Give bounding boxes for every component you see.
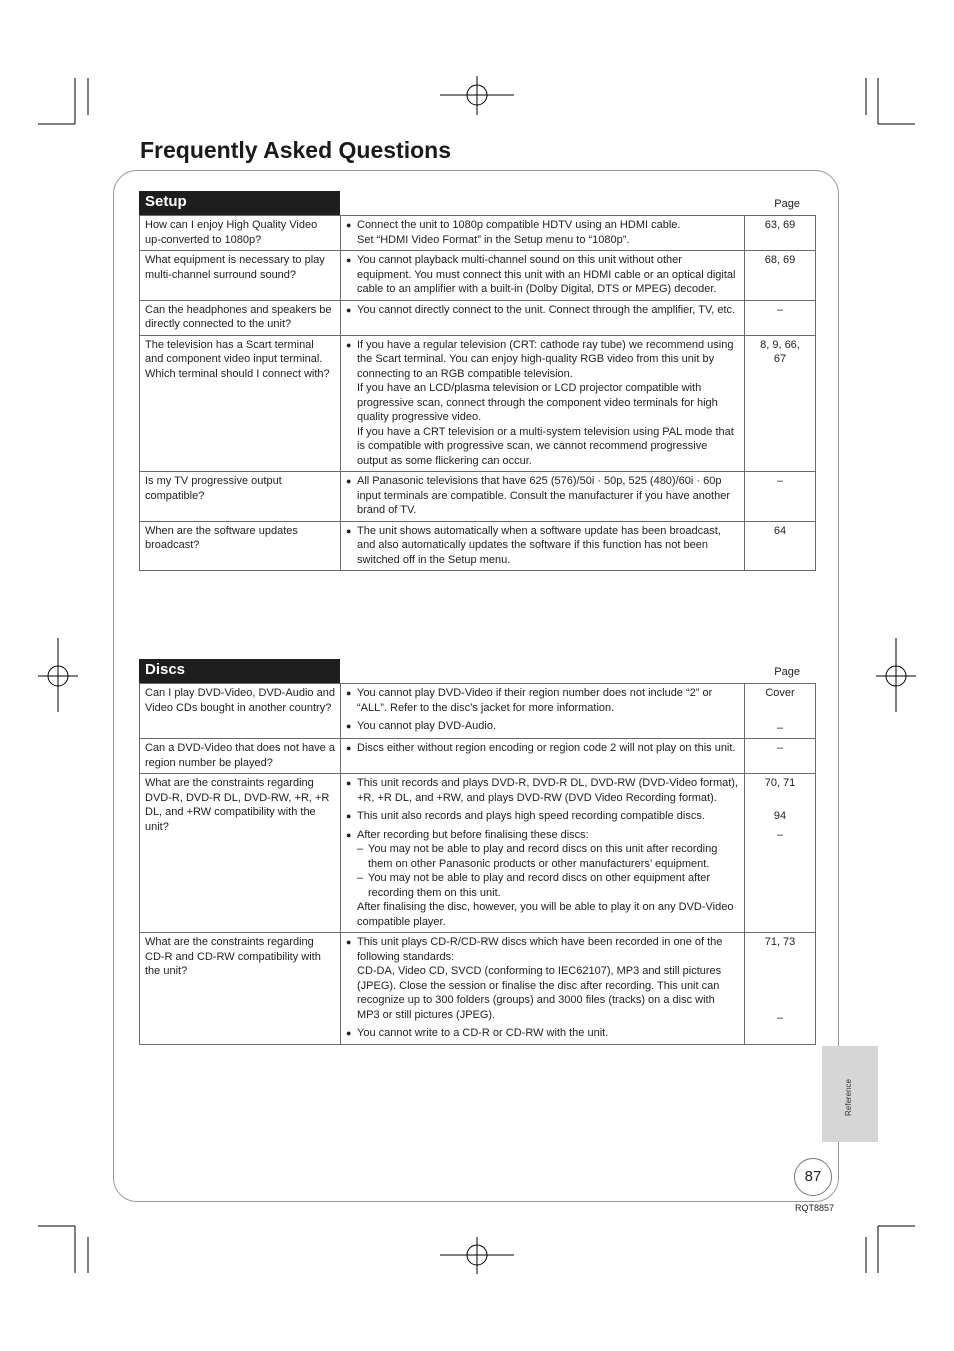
page-ref: 94 (773, 809, 787, 822)
page-ref: – (776, 1012, 784, 1024)
page-ref: 68, 69 (764, 254, 796, 266)
page-ref (750, 701, 810, 721)
answer-item (346, 741, 739, 756)
question-cell: What equipment is necessary to play multi-channel surround sound? (140, 251, 341, 301)
setup-faq-table (139, 215, 816, 571)
page-ref (750, 997, 810, 1012)
bullet-icon: ● (346, 339, 352, 350)
page-ref: 63, 69 (764, 219, 796, 231)
answer-text: This unit also records and plays high speed recording compatible discs. (357, 810, 705, 822)
answer-text: This unit records and plays DVD-R, DVD-R DL, DVD-RW (DVD-Video format), +R, +R DL, and +RW, and plays DVD-RW (DVD Video Recording format). (357, 777, 739, 804)
page-ref (750, 982, 810, 997)
faq-row (140, 933, 816, 1045)
question-cell: Can the headphones and speakers be directly connected to the unit? (140, 300, 341, 335)
faq-row (140, 335, 816, 472)
answer-item (346, 809, 739, 824)
answer-text: After finalising the disc, however, you will be able to play it on any DVD-Video compatible player. (357, 901, 734, 928)
answer-cell (341, 300, 745, 335)
answer-text: You cannot play DVD-Audio. (357, 720, 497, 732)
answer-cell (341, 684, 745, 739)
page-ref: – (776, 742, 784, 754)
discs-section (139, 659, 816, 1045)
question-cell: The television has a Scart terminal and component video input terminal. Which terminal should I connect with? (140, 335, 341, 472)
answer-text: You may not be able to play and record discs on other equipment after recording them on this unit. (368, 872, 711, 899)
page-ref-cell (745, 933, 816, 1045)
bullet-icon: ● (346, 811, 352, 821)
answer-item (346, 253, 739, 297)
answer-text: If you have an LCD/plasma television or LCD projector compatible with progressive scan, connect through the component video terminals for high quality progressive video. (357, 382, 718, 423)
answer-text: If you have a regular television (CRT: cathode ray tube) we recommend using the Scart terminal. You can enjoy high-quality RGB video from this unit by connecting to an RGB compatible television. (357, 338, 734, 380)
answer-text: You cannot playback multi-channel sound on this unit without other equipment. You must connect this unit with an HDMI cable or an optical digital cable to an amplifier with a built-in (Dolby Digital, DTS or MPEG) decoder. (357, 254, 736, 295)
page-ref: 70, 71 (764, 777, 796, 789)
bullet-icon: ● (346, 743, 352, 753)
bullet-icon: ● (346, 937, 352, 947)
bullet-icon: ● (346, 220, 352, 230)
answer-item (346, 719, 739, 734)
bullet-icon: ● (346, 829, 352, 840)
answer-cell (341, 216, 745, 251)
dash-icon: – (357, 872, 364, 884)
answer-text: You cannot directly connect to the unit. Connect through the amplifier, TV, etc. (357, 303, 736, 316)
page-ref: 64 (773, 524, 787, 537)
question-cell: When are the software updates broadcast? (140, 521, 341, 571)
answer-item (346, 686, 739, 715)
page-ref: 8, 9, 66, (760, 338, 800, 351)
page-title: Frequently Asked Questions (140, 137, 451, 163)
dash-icon: – (357, 843, 364, 855)
question-cell: How can I enjoy High Quality Video up-converted to 1080p? (140, 216, 341, 251)
faq-row (140, 521, 816, 571)
answer-cell (341, 933, 745, 1045)
question-cell: What are the constraints regarding DVD-R, DVD-R DL, DVD-RW, +R, +R DL, and +RW compatibility with the unit? (140, 774, 341, 933)
bullet-icon: ● (346, 525, 352, 536)
answer-cell (341, 774, 745, 933)
answer-text: This unit plays CD-R/CD-RW discs which have been recorded in one of the following standards: (357, 936, 723, 963)
faq-row (140, 300, 816, 335)
discs-faq-table (139, 683, 816, 1045)
setup-heading: Setup (139, 191, 340, 215)
answer-item (346, 935, 739, 1022)
page-ref (750, 791, 810, 809)
faq-row (140, 472, 816, 522)
answer-cell (341, 251, 745, 301)
answer-text: You cannot write to a CD-R or CD-RW with the unit. (357, 1027, 609, 1039)
setup-section (139, 191, 816, 571)
answer-cell (341, 521, 745, 571)
question-cell: What are the constraints regarding CD-R and CD-RW compatibility with the unit? (140, 933, 341, 1045)
answer-item (346, 1026, 739, 1041)
bullet-icon: ● (346, 476, 352, 486)
discs-heading: Discs (139, 659, 340, 683)
bullet-icon: ● (346, 778, 352, 788)
bullet-icon: ● (346, 304, 352, 315)
page-ref-cell (745, 335, 816, 472)
answer-text: After recording but before finalising these discs: (357, 828, 589, 841)
page-ref: – (776, 303, 784, 316)
page-column-label: Page (774, 198, 800, 210)
bullet-icon: ● (346, 255, 352, 265)
question-cell: Can a DVD-Video that does not have a region number be played? (140, 739, 341, 774)
answer-item (346, 474, 739, 518)
page-column-label: Page (774, 666, 800, 678)
bullet-icon: ● (346, 1028, 352, 1038)
question-cell: Is my TV progressive output compatible? (140, 472, 341, 522)
answer-text: Set “HDMI Video Format” in the Setup menu to “1080p”. (357, 233, 630, 246)
reference-tab-label: Reference (844, 1079, 853, 1116)
answer-text: The unit shows automatically when a software update has been broadcast, and also automatically updates the software if this function has not been switched off in the Setup menu. (357, 524, 721, 566)
page-ref-cell (745, 774, 816, 933)
page-ref-cell (745, 251, 816, 301)
page-ref (750, 968, 810, 983)
page-ref: – (776, 721, 784, 734)
answer-cell (341, 335, 745, 472)
bullet-icon: ● (346, 721, 352, 731)
answer-cell (341, 739, 745, 774)
answer-item (346, 776, 739, 805)
page-ref: – (776, 475, 784, 487)
page-ref-cell (745, 216, 816, 251)
page-ref-cell (745, 739, 816, 774)
answer-text: You cannot play DVD-Video if their region number does not include “2” or “ALL”. Refer to the disc’s jacket for more information. (357, 687, 713, 714)
question-cell: Can I play DVD-Video, DVD-Audio and Video CDs bought in another country? (140, 684, 341, 739)
answer-item (346, 828, 739, 930)
answer-text: Connect the unit to 1080p compatible HDTV using an HDMI cable. (357, 219, 681, 231)
reference-side-tab (822, 1046, 878, 1142)
answer-text: All Panasonic televisions that have 625 (576)/50i · 50p, 525 (480)/60i · 60p input terminals are compatible. Consult the manufacturer if you have another brand of TV. (357, 475, 730, 516)
answer-text: You may not be able to play and record discs on this unit after recording them on other Panasonic products or other manufacturers’ equipment. (368, 843, 718, 870)
answer-text: CD-DA, Video CD, SVCD (conforming to IEC62107), MP3 and still pictures (JPEG). Close the session or finalise the disc after recording. This unit can recognize up to 300 folders (groups) and 3000 files (tracks) on a disc with MP3 or still pictures (JPEG). (357, 965, 722, 1021)
answer-item (346, 524, 739, 568)
page-ref (750, 950, 810, 968)
faq-row (140, 216, 816, 251)
page-ref: 67 (773, 353, 787, 365)
page-ref-cell (745, 684, 816, 739)
answer-dash-item (357, 871, 739, 900)
answer-text: Discs either without region encoding or region code 2 will not play on this unit. (357, 742, 736, 754)
answer-item (346, 303, 739, 318)
faq-row (140, 684, 816, 739)
answer-item (346, 218, 739, 247)
bullet-icon: ● (346, 688, 352, 698)
answer-item (346, 338, 739, 469)
page-ref: – (776, 829, 784, 841)
faq-row (140, 739, 816, 774)
page-ref: Cover (765, 687, 795, 699)
answer-cell (341, 472, 745, 522)
page-ref-cell (745, 472, 816, 522)
page-ref: 71, 73 (764, 936, 796, 948)
answer-dash-item (357, 842, 739, 871)
faq-row (140, 774, 816, 933)
page-ref-cell (745, 300, 816, 335)
answer-text: If you have a CRT television or a multi-system television using PAL mode that is compatible with progressive scan, we cannot recommend progressive output as some flickering can occur. (357, 425, 734, 467)
document-code: RQT8857 (795, 1203, 835, 1213)
page-ref-cell (745, 521, 816, 571)
faq-row (140, 251, 816, 301)
page-number: 87 (794, 1158, 832, 1196)
